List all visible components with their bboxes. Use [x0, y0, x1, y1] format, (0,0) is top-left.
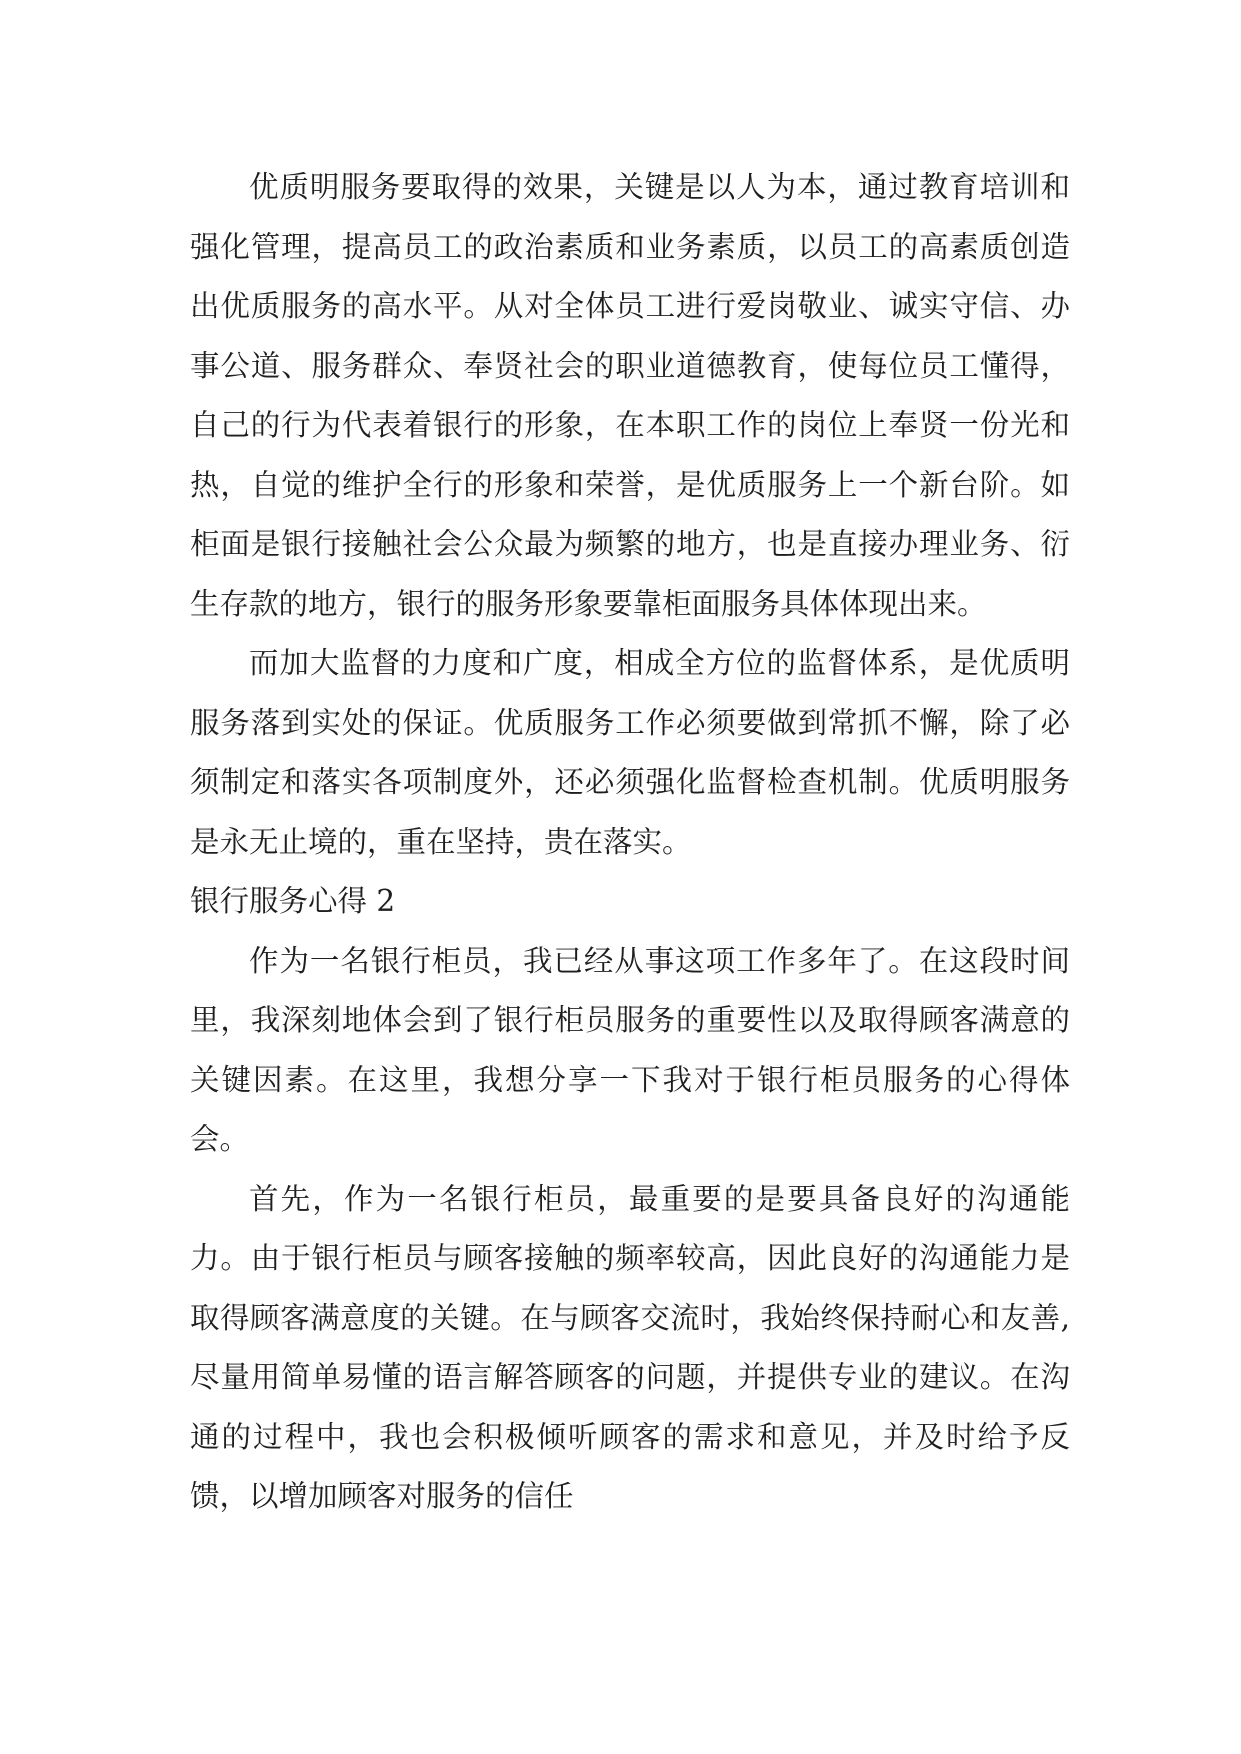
paragraph-3: 作为一名银行柜员，我已经从事这项工作多年了。在这段时间里，我深刻地体会到了银行柜员服务的重要性以及取得顾客满意的关键因素。在这里，我想分享一下我对于银行柜员服务的心得体会。	[190, 943, 1070, 1156]
paragraph-2: 而加大监督的力度和广度，相成全方位的监督体系，是优质明服务落到实处的保证。优质服务工作必须要做到常抓不懈，除了必须制定和落实各项制度外，还必须强化监督检查机制。优质明服务是永无止境的，重在坚持，贵在落实。	[190, 646, 1070, 859]
document-page	[190, 158, 1070, 1527]
paragraph-1: 优质明服务要取得的效果，关键是以人为本，通过教育培训和强化管理，提高员工的政治素质和业务素质，以员工的高素质创造出优质服务的高水平。从对全体员工进行爱岗敬业、诚实守信、办事公道、服务群众、奉贤社会的职业道德教育，使每位员工懂得，自己的行为代表着银行的形象，在本职工作的岗位上奉贤一份光和热，自觉的维护全行的形象和荣誉，是优质服务上一个新台阶。如柜面是银行接触社会公众最为频繁的地方，也是直接办理业务、衍生存款的地方，银行的服务形象要靠柜面服务具体体现出来。	[190, 170, 1070, 621]
section-title: 银行服务心得 2	[190, 884, 396, 918]
paragraph-4: 首先，作为一名银行柜员，最重要的是要具备良好的沟通能力。由于银行柜员与顾客接触的频率较高，因此良好的沟通能力是取得顾客满意度的关键。在与顾客交流时，我始终保持耐心和友善,尽量用简单易懂的语言解答顾客的问题，并提供专业的建议。在沟通的过程中，我也会积极倾听顾客的需求和意见，并及时给予反馈，以增加顾客对服务的信任	[190, 1181, 1070, 1513]
